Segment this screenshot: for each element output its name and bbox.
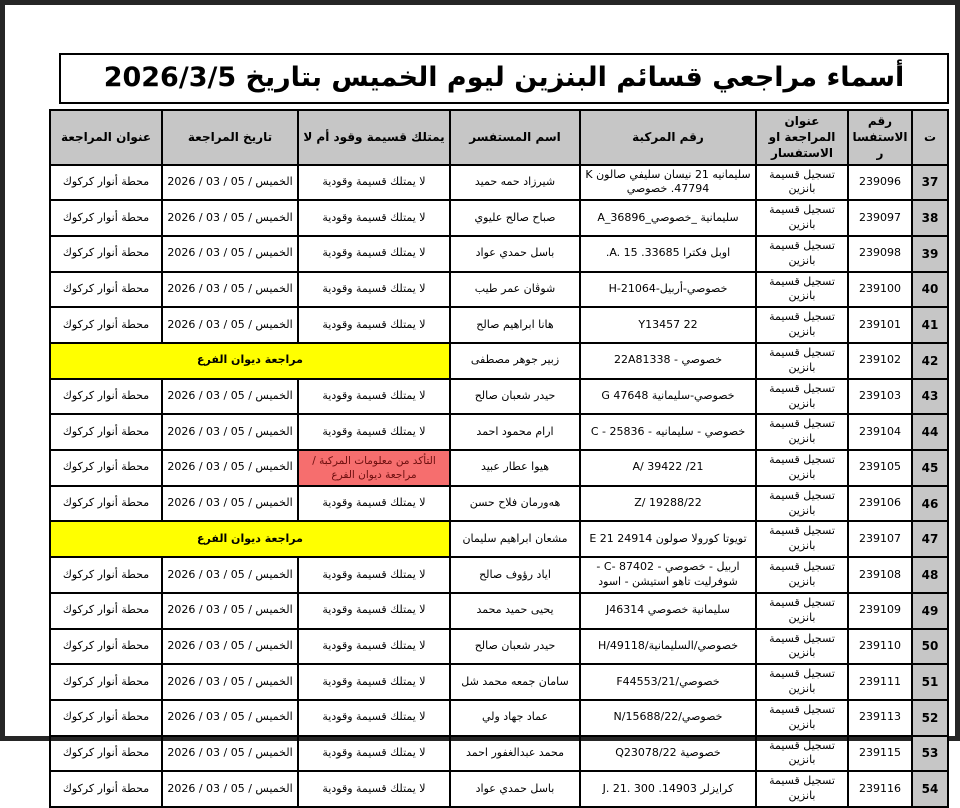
- table-row: [50, 450, 948, 486]
- date-cell: الخميس / 05 / 03 / 2026: [162, 771, 298, 807]
- branch-review-note-cell: مراجعة ديوان الفرع: [50, 521, 450, 557]
- vehicle-no-cell: خصوصي - سليمانيه - C - 25836: [580, 414, 756, 450]
- voucher-cell: التأكد من معلومات المركبة / مراجعة ديوان الفرع: [298, 450, 450, 486]
- inquiry-no-cell: 239108: [848, 557, 912, 593]
- vouchers-table: [49, 109, 949, 808]
- header-voucher: يمتلك قسيمة وقود أم لا: [298, 110, 450, 165]
- voucher-cell: لا يمتلك قسيمة وقودية: [298, 629, 450, 665]
- vehicle-no-cell: كرايزلر 14903. J. 21. 300: [580, 771, 756, 807]
- inquiry-title-cell: تسجيل قسيمة بانزين: [756, 307, 848, 343]
- voucher-cell: لا يمتلك قسيمة وقودية: [298, 700, 450, 736]
- address-cell: محطة أنوار كركوك: [50, 593, 162, 629]
- inquiry-title-cell: تسجيل قسيمة بانزين: [756, 557, 848, 593]
- header-inquiry-no: رقم الاستفسار: [848, 110, 912, 165]
- table-row: [50, 236, 948, 272]
- vehicle-no-cell: 21/ A/ 39422: [580, 450, 756, 486]
- address-cell: محطة أنوار كركوك: [50, 379, 162, 415]
- date-cell: الخميس / 05 / 03 / 2026: [162, 200, 298, 236]
- table-row: [50, 200, 948, 236]
- address-cell: محطة أنوار كركوك: [50, 736, 162, 772]
- inquiry-no-cell: 239109: [848, 593, 912, 629]
- address-cell: محطة أنوار كركوك: [50, 557, 162, 593]
- address-cell: محطة أنوار كركوك: [50, 486, 162, 522]
- vehicle-no-cell: تويوتا كورولا صولون 24914 E 21: [580, 521, 756, 557]
- branch-review-note-cell: مراجعة ديوان الفرع: [50, 343, 450, 379]
- inquirer-name-cell: اياد رؤوف صالح: [450, 557, 580, 593]
- inquirer-name-cell: شيرزاد حمه حميد: [450, 165, 580, 201]
- voucher-cell: لا يمتلك قسيمة وقودية: [298, 593, 450, 629]
- vehicle-no-cell: سليمانيه 21 نيسان سليفي صالون K 47794. خصوصي: [580, 165, 756, 201]
- seq-cell: 41: [912, 307, 948, 343]
- table-row: [50, 664, 948, 700]
- table-row: [50, 629, 948, 665]
- vehicle-no-cell: خصوصي-سليمانية G 47648: [580, 379, 756, 415]
- seq-cell: 53: [912, 736, 948, 772]
- table-row: [50, 771, 948, 807]
- inquiry-title-cell: تسجيل قسيمة بانزين: [756, 414, 848, 450]
- inquirer-name-cell: يحيى حميد محمد: [450, 593, 580, 629]
- inquiry-title-cell: تسجيل قسيمة بانزين: [756, 664, 848, 700]
- vehicle-no-cell: سليمانية خصوصي J46314: [580, 593, 756, 629]
- voucher-cell: لا يمتلك قسيمة وقودية: [298, 771, 450, 807]
- seq-cell: 43: [912, 379, 948, 415]
- seq-cell: 45: [912, 450, 948, 486]
- date-cell: الخميس / 05 / 03 / 2026: [162, 593, 298, 629]
- table-row: [50, 165, 948, 201]
- seq-cell: 52: [912, 700, 948, 736]
- seq-cell: 49: [912, 593, 948, 629]
- header-date: تاريخ المراجعة: [162, 110, 298, 165]
- table-row: [50, 414, 948, 450]
- page-content: [5, 5, 955, 808]
- inquirer-name-cell: محمد عبدالغفور احمد: [450, 736, 580, 772]
- vehicle-no-cell: خصوصي/السليمانية/H/49118: [580, 629, 756, 665]
- inquiry-no-cell: 239097: [848, 200, 912, 236]
- inquiry-no-cell: 239100: [848, 272, 912, 308]
- address-cell: محطة أنوار كركوك: [50, 771, 162, 807]
- voucher-cell: لا يمتلك قسيمة وقودية: [298, 165, 450, 201]
- header-seq: ت: [912, 110, 948, 165]
- inquiry-title-cell: تسجيل قسيمة بانزين: [756, 343, 848, 379]
- header-inquiry-title: عنوان المراجعة او الاستفسار: [756, 110, 848, 165]
- inquirer-name-cell: سامان جمعه محمد شل: [450, 664, 580, 700]
- inquirer-name-cell: عماد جهاد ولي: [450, 700, 580, 736]
- seq-cell: 46: [912, 486, 948, 522]
- inquiry-title-cell: تسجيل قسيمة بانزين: [756, 450, 848, 486]
- date-cell: الخميس / 05 / 03 / 2026: [162, 236, 298, 272]
- inquiry-title-cell: تسجيل قسيمة بانزين: [756, 200, 848, 236]
- table-row: [50, 272, 948, 308]
- inquiry-no-cell: 239102: [848, 343, 912, 379]
- inquirer-name-cell: هانا ابراهيم صالح: [450, 307, 580, 343]
- voucher-cell: لا يمتلك قسيمة وقودية: [298, 236, 450, 272]
- inquiry-no-cell: 239105: [848, 450, 912, 486]
- inquiry-title-cell: تسجيل قسيمة بانزين: [756, 379, 848, 415]
- inquiry-title-cell: تسجيل قسيمة بانزين: [756, 486, 848, 522]
- table-row: [50, 521, 948, 557]
- date-cell: الخميس / 05 / 03 / 2026: [162, 664, 298, 700]
- seq-cell: 40: [912, 272, 948, 308]
- address-cell: محطة أنوار كركوك: [50, 700, 162, 736]
- date-cell: الخميس / 05 / 03 / 2026: [162, 736, 298, 772]
- date-cell: الخميس / 05 / 03 / 2026: [162, 486, 298, 522]
- seq-cell: 42: [912, 343, 948, 379]
- inquiry-title-cell: تسجيل قسيمة بانزين: [756, 236, 848, 272]
- vehicle-no-cell: Y13457 22: [580, 307, 756, 343]
- seq-cell: 38: [912, 200, 948, 236]
- date-cell: الخميس / 05 / 03 / 2026: [162, 414, 298, 450]
- address-cell: محطة أنوار كركوك: [50, 414, 162, 450]
- seq-cell: 39: [912, 236, 948, 272]
- date-cell: الخميس / 05 / 03 / 2026: [162, 700, 298, 736]
- vehicle-no-cell: خصوصي-أربيل-H-21064: [580, 272, 756, 308]
- inquiry-no-cell: 239103: [848, 379, 912, 415]
- inquirer-name-cell: صباح صالح عليوي: [450, 200, 580, 236]
- address-cell: محطة أنوار كركوك: [50, 200, 162, 236]
- vehicle-no-cell: اربيل - خصوصي - C- 87402 - شوفرليت تاهو استيشن - اسود: [580, 557, 756, 593]
- address-cell: محطة أنوار كركوك: [50, 165, 162, 201]
- inquiry-title-cell: تسجيل قسيمة بانزين: [756, 521, 848, 557]
- date-cell: الخميس / 05 / 03 / 2026: [162, 450, 298, 486]
- inquiry-title-cell: تسجيل قسيمة بانزين: [756, 771, 848, 807]
- header-row: [50, 110, 948, 165]
- date-cell: الخميس / 05 / 03 / 2026: [162, 557, 298, 593]
- inquiry-title-cell: تسجيل قسيمة بانزين: [756, 736, 848, 772]
- vehicle-no-cell: خصوصية 22/Q23078: [580, 736, 756, 772]
- vehicle-no-cell: 22/Z/ 19288: [580, 486, 756, 522]
- voucher-cell: لا يمتلك قسيمة وقودية: [298, 557, 450, 593]
- table-row: [50, 557, 948, 593]
- inquiry-title-cell: تسجيل قسيمة بانزين: [756, 272, 848, 308]
- inquirer-name-cell: زبير جوهر مصطفى: [450, 343, 580, 379]
- inquiry-no-cell: 239106: [848, 486, 912, 522]
- voucher-cell: لا يمتلك قسيمة وقودية: [298, 486, 450, 522]
- inquiry-no-cell: 239104: [848, 414, 912, 450]
- seq-cell: 48: [912, 557, 948, 593]
- vehicle-no-cell: خصوصي - 22A81338: [580, 343, 756, 379]
- table-body: [50, 165, 948, 807]
- header-address: عنوان المراجعة: [50, 110, 162, 165]
- inquiry-no-cell: 239101: [848, 307, 912, 343]
- table-row: [50, 307, 948, 343]
- table-header: [50, 110, 948, 165]
- inquiry-title-cell: تسجيل قسيمة بانزين: [756, 165, 848, 201]
- table-row: [50, 593, 948, 629]
- seq-cell: 44: [912, 414, 948, 450]
- table-row: [50, 486, 948, 522]
- table-row: [50, 343, 948, 379]
- inquirer-name-cell: شوڤان عمر طيب: [450, 272, 580, 308]
- inquirer-name-cell: ارام محمود احمد: [450, 414, 580, 450]
- seq-cell: 37: [912, 165, 948, 201]
- address-cell: محطة أنوار كركوك: [50, 272, 162, 308]
- date-cell: الخميس / 05 / 03 / 2026: [162, 307, 298, 343]
- table-row: [50, 700, 948, 736]
- voucher-cell: لا يمتلك قسيمة وقودية: [298, 307, 450, 343]
- inquiry-title-cell: تسجيل قسيمة بانزين: [756, 593, 848, 629]
- inquiry-no-cell: 239098: [848, 236, 912, 272]
- inquirer-name-cell: حيدر شعبان صالح: [450, 379, 580, 415]
- inquirer-name-cell: هەورمان فلاح حسن: [450, 486, 580, 522]
- inquiry-no-cell: 239111: [848, 664, 912, 700]
- voucher-cell: لا يمتلك قسيمة وقودية: [298, 272, 450, 308]
- vehicle-no-cell: سليمانية _خصوصي_A_36896: [580, 200, 756, 236]
- header-inquirer-name: اسم المستفسر: [450, 110, 580, 165]
- page-title: أسماء مراجعي قسائم البنزين ليوم الخميس بتاريخ 2026/3/5: [59, 53, 949, 104]
- seq-cell: 54: [912, 771, 948, 807]
- date-cell: الخميس / 05 / 03 / 2026: [162, 272, 298, 308]
- voucher-cell: لا يمتلك قسيمة وقودية: [298, 664, 450, 700]
- address-cell: محطة أنوار كركوك: [50, 236, 162, 272]
- inquirer-name-cell: هيوا عطار عبيد: [450, 450, 580, 486]
- date-cell: الخميس / 05 / 03 / 2026: [162, 165, 298, 201]
- seq-cell: 51: [912, 664, 948, 700]
- inquiry-no-cell: 239113: [848, 700, 912, 736]
- inquirer-name-cell: حيدر شعبان صالح: [450, 629, 580, 665]
- voucher-cell: لا يمتلك قسيمة وقودية: [298, 414, 450, 450]
- table-row: [50, 379, 948, 415]
- inquirer-name-cell: باسل حمدي عواد: [450, 771, 580, 807]
- inquiry-title-cell: تسجيل قسيمة بانزين: [756, 629, 848, 665]
- inquirer-name-cell: باسل حمدي عواد: [450, 236, 580, 272]
- voucher-cell: لا يمتلك قسيمة وقودية: [298, 736, 450, 772]
- address-cell: محطة أنوار كركوك: [50, 450, 162, 486]
- vehicle-no-cell: اوبل فكترا 33685. A. 15.: [580, 236, 756, 272]
- vehicle-no-cell: خصوصي/F44553/21: [580, 664, 756, 700]
- date-cell: الخميس / 05 / 03 / 2026: [162, 379, 298, 415]
- seq-cell: 47: [912, 521, 948, 557]
- inquiry-no-cell: 239096: [848, 165, 912, 201]
- inquiry-no-cell: 239116: [848, 771, 912, 807]
- inquiry-title-cell: تسجيل قسيمة بانزين: [756, 700, 848, 736]
- header-vehicle-no: رقم المركبة: [580, 110, 756, 165]
- inquirer-name-cell: مشعان ابراهيم سليمان: [450, 521, 580, 557]
- inquiry-no-cell: 239107: [848, 521, 912, 557]
- vehicle-no-cell: خصوصي/15688/22/N: [580, 700, 756, 736]
- inquiry-no-cell: 239115: [848, 736, 912, 772]
- address-cell: محطة أنوار كركوك: [50, 664, 162, 700]
- seq-cell: 50: [912, 629, 948, 665]
- voucher-cell: لا يمتلك قسيمة وقودية: [298, 200, 450, 236]
- address-cell: محطة أنوار كركوك: [50, 629, 162, 665]
- inquiry-no-cell: 239110: [848, 629, 912, 665]
- address-cell: محطة أنوار كركوك: [50, 307, 162, 343]
- voucher-cell: لا يمتلك قسيمة وقودية: [298, 379, 450, 415]
- date-cell: الخميس / 05 / 03 / 2026: [162, 629, 298, 665]
